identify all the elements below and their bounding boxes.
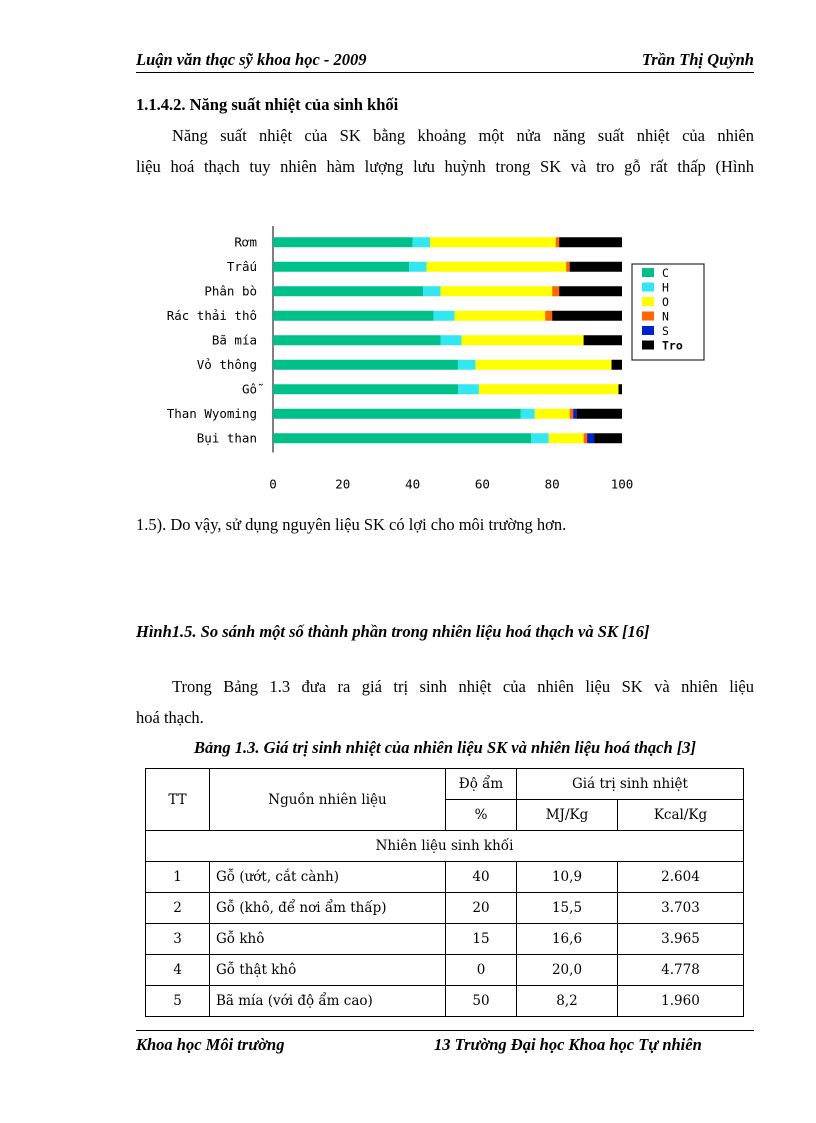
bar-segment-tro [559, 286, 622, 296]
legend-label: S [662, 324, 669, 338]
x-tick-label: 100 [610, 476, 634, 492]
bar-segment-o [461, 335, 583, 345]
cell-moisture: 0 [446, 955, 517, 986]
legend-label: C [662, 266, 669, 280]
table-header-row [146, 769, 744, 800]
table-row [146, 986, 744, 1017]
bar-segment-c [273, 262, 409, 272]
cell-kcal: 4.778 [618, 955, 744, 986]
cell-kcal: 1.960 [618, 986, 744, 1017]
bar-segment-s [573, 409, 576, 419]
bar-segment-o [430, 237, 556, 247]
bar-segment-h [458, 360, 475, 370]
bar-segment-n [566, 262, 569, 272]
figure-caption: Hình1.5. So sánh một số thành phần trong nhiên liệu hoá thạch và SK [16] [136, 622, 650, 641]
col-header-moisture-unit: % [446, 800, 517, 831]
cell-mj: 20,0 [517, 955, 618, 986]
group-label: Nhiên liệu sinh khối [146, 831, 744, 862]
x-tick-label: 40 [405, 476, 421, 492]
cell-mj: 8,2 [517, 986, 618, 1017]
cell-moisture: 50 [446, 986, 517, 1017]
bar-segment-tro [584, 335, 622, 345]
col-header-kcal: Kcal/Kg [618, 800, 744, 831]
category-label: Rơm [234, 234, 257, 250]
bar-segment-h [409, 262, 426, 272]
paragraph-line: hoá thạch. [136, 708, 204, 727]
footer-department: Khoa học Môi trường [136, 1035, 285, 1054]
page-number: 13 [434, 1035, 451, 1054]
bar-segment-tro [577, 409, 622, 419]
bar-group [273, 360, 622, 370]
cell-moisture: 15 [446, 924, 517, 955]
bar-segment-c [273, 409, 521, 419]
legend-swatch-n [642, 312, 654, 321]
header-thesis-title: Luận văn thạc sỹ khoa học - 2009 [136, 50, 367, 69]
cell-tt: 3 [146, 924, 210, 955]
page-header [136, 50, 754, 73]
bar-segment-tro [559, 237, 622, 247]
cell-source: Gỗ (khô, để nơi ẩm thấp) [210, 893, 446, 924]
bar-segment-o [441, 286, 553, 296]
paragraph-line: Trong Bảng 1.3 đưa ra giá trị sinh nhiệt của nhiên liệu SK và nhiên liệu [172, 677, 754, 696]
bar-segment-o [535, 409, 570, 419]
bar-segment-c [273, 360, 458, 370]
footer-university: Trường Đại học Khoa học Tự nhiên [454, 1035, 702, 1054]
paragraph-line: liệu hoá thạch tuy nhiên hàm lượng lưu huỳnh trong SK và tro gỗ rất thấp (Hình [136, 157, 754, 176]
bar-segment-n [552, 286, 559, 296]
legend-swatch-s [642, 326, 654, 335]
table-row [146, 862, 744, 893]
bar-segment-c [273, 384, 458, 394]
bar-segment-o [479, 384, 619, 394]
bar-segment-tro [552, 311, 622, 321]
bar-segment-c [273, 237, 413, 247]
legend-swatch-tro [642, 341, 654, 350]
bar-segment-c [273, 311, 434, 321]
cell-kcal: 3.703 [618, 893, 744, 924]
bar-group [273, 409, 622, 419]
header-author: Trần Thị Quỳnh [641, 50, 754, 69]
bar-segment-h [531, 433, 548, 443]
paragraph-heat-yield [136, 120, 754, 182]
paragraph-table-intro [136, 671, 754, 733]
bar-segment-h [521, 409, 535, 419]
bar-group [273, 433, 622, 443]
cell-tt: 1 [146, 862, 210, 893]
x-tick-label: 60 [474, 476, 490, 492]
bar-segment-o [427, 262, 567, 272]
stacked-bar-chart [136, 210, 728, 502]
bar-segment-h [434, 311, 455, 321]
bar-group [273, 335, 622, 345]
paragraph-line: Năng suất nhiệt của SK bằng khoảng một nửa năng suất nhiệt của nhiên [172, 126, 754, 145]
bar-segment-h [413, 237, 430, 247]
category-label: Bụi than [196, 430, 257, 446]
col-header-source: Nguồn nhiên liệu [210, 769, 446, 831]
x-tick-label: 0 [269, 476, 277, 492]
category-label: Than Wyoming [166, 405, 257, 421]
col-header-heat-value: Giá trị sinh nhiệt [517, 769, 744, 800]
legend-swatch-c [642, 268, 654, 277]
bar-group [273, 384, 622, 394]
category-label: Gỗ [241, 381, 257, 397]
bar-group [273, 311, 622, 321]
legend-label: Tro [662, 338, 683, 353]
bar-segment-c [273, 335, 441, 345]
x-tick-label: 80 [544, 476, 560, 492]
bar-segment-o [475, 360, 611, 370]
col-header-mj: MJ/Kg [517, 800, 618, 831]
heat-value-table [145, 768, 744, 1017]
bar-segment-h [458, 384, 479, 394]
legend-swatch-o [642, 297, 654, 306]
table-caption: Bảng 1.3. Giá trị sinh nhiệt của nhiên liệu SK và nhiên liệu hoá thạch [3] [194, 738, 696, 757]
cell-mj: 15,5 [517, 893, 618, 924]
col-header-tt: TT [146, 769, 210, 831]
bar-segment-tro [570, 262, 622, 272]
bar-segment-h [441, 335, 462, 345]
bar-group [273, 286, 622, 296]
category-label: Phân bò [204, 283, 257, 299]
footer-page-and-university [434, 1035, 702, 1055]
cell-mj: 10,9 [517, 862, 618, 893]
bar-segment-c [273, 286, 423, 296]
category-label: Rác thải thô [166, 307, 257, 323]
bar-segment-n [570, 409, 573, 419]
cell-tt: 2 [146, 893, 210, 924]
table-row [146, 893, 744, 924]
cell-moisture: 20 [446, 893, 517, 924]
cell-moisture: 40 [446, 862, 517, 893]
cell-tt: 4 [146, 955, 210, 986]
bar-group [273, 262, 622, 272]
legend-label: N [662, 309, 669, 324]
cell-kcal: 2.604 [618, 862, 744, 893]
bar-segment-n [584, 433, 587, 443]
composition-chart [136, 210, 728, 502]
bar-segment-o [454, 311, 545, 321]
bar-segment-tro [619, 384, 622, 394]
bar-segment-n [556, 237, 559, 247]
cell-source: Gỗ khô [210, 924, 446, 955]
x-tick-label: 20 [335, 476, 351, 492]
section-title: 1.1.4.2. Năng suất nhiệt của sinh khối [136, 95, 399, 114]
cell-mj: 16,6 [517, 924, 618, 955]
legend-label: H [662, 280, 669, 295]
bar-group [273, 237, 622, 247]
category-label: Bã mía [211, 332, 257, 348]
table-row [146, 955, 744, 986]
bar-segment-tro [612, 360, 622, 370]
page-footer [136, 1030, 754, 1054]
bar-segment-c [273, 433, 531, 443]
category-label: Trấu [226, 258, 257, 274]
bar-segment-s [587, 433, 594, 443]
table-group-row [146, 831, 744, 862]
bar-segment-h [423, 286, 440, 296]
col-header-moisture: Độ ẩm [446, 769, 517, 800]
category-label: Vỏ thông [196, 356, 257, 372]
table-row [146, 924, 744, 955]
legend-swatch-h [642, 283, 654, 292]
cell-source: Bã mía (với độ ẩm cao) [210, 986, 446, 1017]
cell-source: Gỗ (ướt, cắt cành) [210, 862, 446, 893]
cell-kcal: 3.965 [618, 924, 744, 955]
legend-label: O [662, 295, 669, 309]
bar-segment-tro [594, 433, 622, 443]
bar-segment-o [549, 433, 584, 443]
cell-source: Gỗ thật khô [210, 955, 446, 986]
bar-segment-n [545, 311, 552, 321]
paragraph-line: 1.5). Do vậy, sử dụng nguyên liệu SK có lợi cho môi trường hơn. [136, 515, 567, 534]
paragraph-conclusion [136, 509, 754, 540]
cell-tt: 5 [146, 986, 210, 1017]
